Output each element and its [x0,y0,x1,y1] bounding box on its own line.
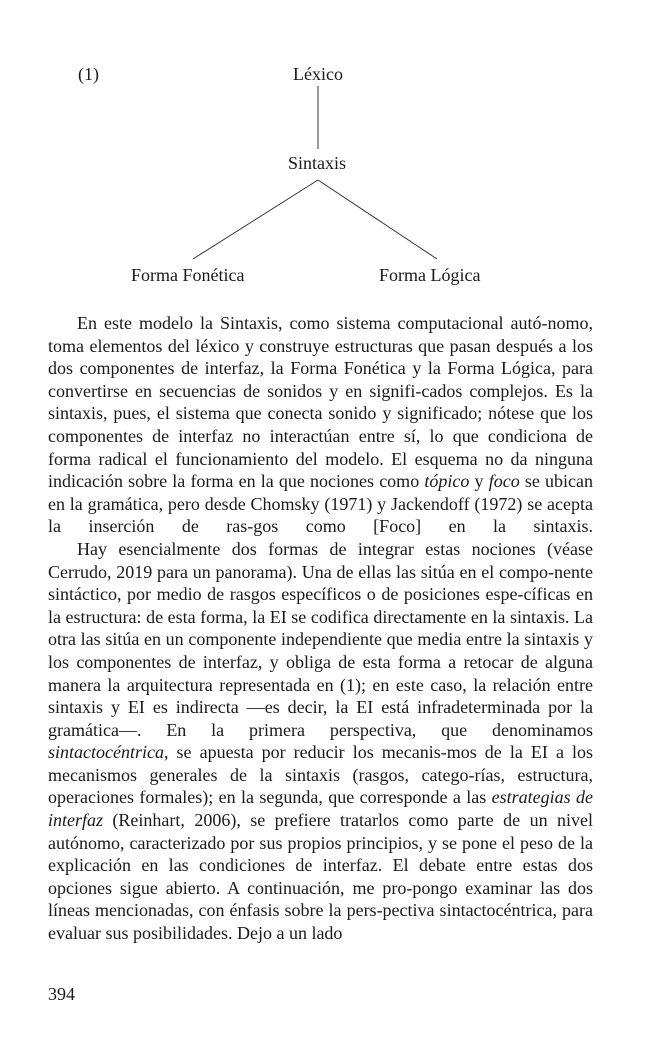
node-lexico: Léxico [293,64,343,84]
edge-sintaxis-forma-logica [318,180,437,259]
paragraph-1 [48,312,593,538]
term-topico: tópico [424,471,470,492]
syntax-architecture-diagram [0,0,650,300]
paragraph-2-segment: Hay esencialmente dos formas de integrar estas nociones (véase Cerrudo, 2019 para un panorama). Una de ellas las sitúa en el compo-nente sintáctico, por medio de rasgos específicos o de posiciones espe-cíficas en la estructura: de esta forma, la EI se codifica directamente en la sintaxis. La otra las sitúa en un componente independiente que media entre la sintaxis y los componentes de interfaz, y obliga de esta forma a retocar de alguna manera la arquitectura representada en (1); en este caso, la relación entre sintaxis y EI es indirecta —es decir, la EI está infradeterminada por la gramática—. En la primera perspectiva, que denominamos [48,538,593,740]
page-number: 394 [48,984,75,1004]
body-text [48,312,593,945]
paragraph-1-segment: y [469,471,489,492]
term-foco: foco [488,471,520,492]
paragraph-1-segment: En este modelo la Sintaxis, como sistema computacional autó-nomo, toma elementos del léxico y construye estructuras que pasan después a los dos componentes de interfaz, la Forma Fonética y la Forma Lógica, para convertirse en secuencias de sonidos y en signifi-cados complejos. Es la sintaxis, pues, el sistema que conecta sonido y significado; nótese que los componentes de interfaz no interactúan entre sí, lo que condiciona de forma radical el funcionamiento del modelo. El esquema no da ninguna indicación sobre la forma en la que nociones como [48,313,593,492]
example-number: (1) [78,64,99,84]
edge-sintaxis-forma-fonetica [193,180,318,259]
node-forma-logica: Forma Lógica [379,265,481,285]
node-sintaxis: Sintaxis [288,153,347,173]
term-estrategias-de-interfaz: estrategias de interfaz [48,787,593,831]
paragraph-1-segment: se ubican en la gramática, pero desde Chomsky (1971) y Jackendoff (1972) se acepta la inserción de ras-gos como [Foco] en la sintaxis. [48,471,594,537]
diagram-lines [0,0,650,300]
paragraph-2 [48,538,593,945]
paragraph-2-segment: (Reinhart, 2006), se prefiere tratarlos como parte de un nivel autónomo, caracterizado por sus propios principios, y se pone el peso de la explicación en las condiciones de interfaz. El debate entre estas dos opciones sigue abierto. A continuación, me pro-pongo examinar las dos líneas mencionadas, con énfasis sobre la pers-pectiva sintactocéntrica, para evaluar sus posibilidades. Dejo a un lado [48,810,593,944]
term-sintactocentrica: sintactocéntrica [48,742,164,763]
paragraph-2-segment: , se apuesta por reducir los mecanis-mos de la EI a los mecanismos generales de la sintaxis (rasgos, catego-rías, estructura, operaciones formales); en la segunda, que corresponde a las [48,742,593,808]
node-forma-fonetica: Forma Fonética [131,265,245,285]
